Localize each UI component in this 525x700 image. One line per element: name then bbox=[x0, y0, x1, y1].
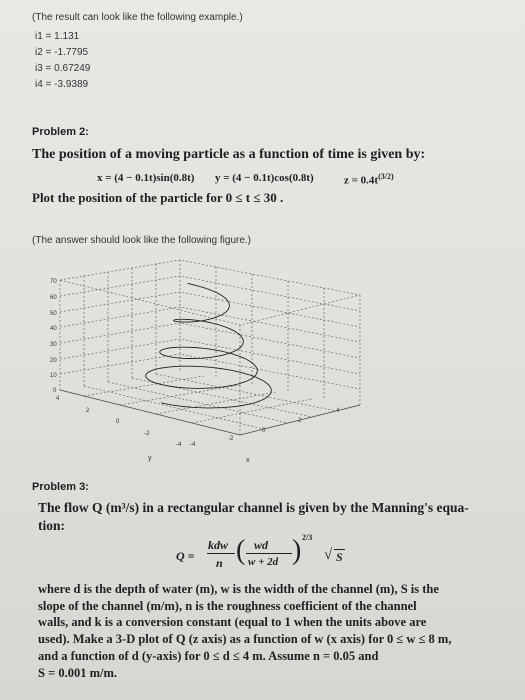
figure-note: (The answer should look like the following figure.) bbox=[32, 235, 251, 246]
problem3-line1: The flow Q (m³/s) in a rectangular channel is given by the Manning's equa- bbox=[38, 500, 469, 515]
problem3-para-line2: slope of the channel (m/m), n is the roughness coefficient of the channel bbox=[38, 599, 417, 613]
example-value-i1: i1 = 1.131 bbox=[35, 31, 80, 42]
z-tick-0: 0 bbox=[53, 388, 57, 394]
z-tick-30: 30 bbox=[50, 342, 57, 348]
example-value-i4: i4 = -3.9389 bbox=[35, 79, 89, 90]
formula-den2: w + 2d bbox=[248, 556, 279, 568]
helix-curve bbox=[146, 283, 272, 408]
z-tick-40: 40 bbox=[50, 326, 57, 332]
z-tick-20: 20 bbox=[50, 358, 57, 364]
z-tick-50: 50 bbox=[50, 311, 57, 317]
example-value-i3: i3 = 0.67249 bbox=[35, 63, 91, 74]
formula-lhs: Q = bbox=[176, 549, 195, 563]
z-tick-60: 60 bbox=[50, 295, 57, 301]
y-tick-0: 0 bbox=[116, 419, 120, 425]
y-tick-2: 2 bbox=[86, 408, 90, 414]
x-tick-4: 4 bbox=[336, 408, 340, 414]
problem3-para-line1: where d is the depth of water (m), w is the width of the channel (m), S is the bbox=[38, 582, 439, 596]
plot-floor-front-edge bbox=[60, 390, 360, 435]
equation-y: y = (4 − 0.1t)cos(0.8t) bbox=[215, 172, 314, 184]
z-tick-70: 70 bbox=[50, 279, 57, 285]
example-value-i2: i2 = -1.7795 bbox=[35, 47, 89, 58]
equation-z bbox=[344, 172, 394, 187]
problem2-heading: Problem 2: bbox=[32, 126, 89, 138]
problem3-line2: tion: bbox=[38, 518, 65, 533]
problem3-para-line3: walls, and k is a conversion constant (equal to 1 when the units above are bbox=[38, 615, 427, 629]
x-axis-label: x bbox=[246, 457, 250, 464]
problem3-para-line6: S = 0.001 m/m. bbox=[38, 666, 117, 680]
helix-3d-plot bbox=[30, 250, 390, 465]
problem2-statement: The position of a moving particle as a function of time is given by: bbox=[32, 147, 426, 162]
equation-x: x = (4 − 0.1t)sin(0.8t) bbox=[97, 172, 195, 184]
problem3-para-line4: used). Make a 3-D plot of Q (z axis) as a function of w (x axis) for 0 ≤ w ≤ 8 m, bbox=[38, 632, 452, 646]
sqrt-symbol: √ bbox=[324, 547, 333, 563]
formula-paren-left: ( bbox=[236, 535, 246, 566]
x-tick-0: 0 bbox=[262, 428, 266, 434]
plot-instruction: Plot the position of the particle for 0 ≤ t ≤ 30 . bbox=[32, 190, 284, 205]
y-axis-ticks bbox=[56, 396, 182, 462]
formula-paren-right: ) bbox=[292, 535, 302, 566]
manning-formula bbox=[176, 533, 376, 579]
y-tick-4: 4 bbox=[56, 396, 60, 402]
problem3-heading: Problem 3: bbox=[32, 481, 89, 493]
y-tick-neg4: -4 bbox=[176, 442, 182, 448]
formula-root: S bbox=[336, 550, 343, 564]
example-intro: (The result can look like the following example.) bbox=[32, 12, 243, 23]
formula-fraction-bar2 bbox=[246, 553, 292, 554]
x-tick-neg2: -2 bbox=[228, 436, 234, 442]
equation-z-base: z = 0.4t bbox=[344, 174, 379, 187]
formula-fraction-bar1 bbox=[207, 553, 235, 554]
problem3-para-line5: and a function of d (y-axis) for 0 ≤ d ≤ 4 m. Assume n = 0.05 and bbox=[38, 649, 379, 663]
x-tick-2: 2 bbox=[298, 418, 302, 424]
formula-den1: n bbox=[216, 556, 223, 570]
y-tick-neg2: -2 bbox=[144, 431, 150, 437]
plot-box-grid bbox=[60, 260, 360, 435]
z-tick-10: 10 bbox=[50, 373, 57, 379]
formula-num2: wd bbox=[254, 538, 269, 552]
x-tick-neg4: -4 bbox=[190, 442, 196, 448]
formula-exponent: 2/3 bbox=[302, 533, 313, 542]
y-axis-label: y bbox=[148, 455, 152, 462]
formula-num1: kdw bbox=[208, 538, 229, 552]
equation-z-exponent: (3/2) bbox=[378, 172, 394, 181]
z-axis-ticks bbox=[50, 279, 57, 394]
example-values bbox=[35, 30, 90, 91]
